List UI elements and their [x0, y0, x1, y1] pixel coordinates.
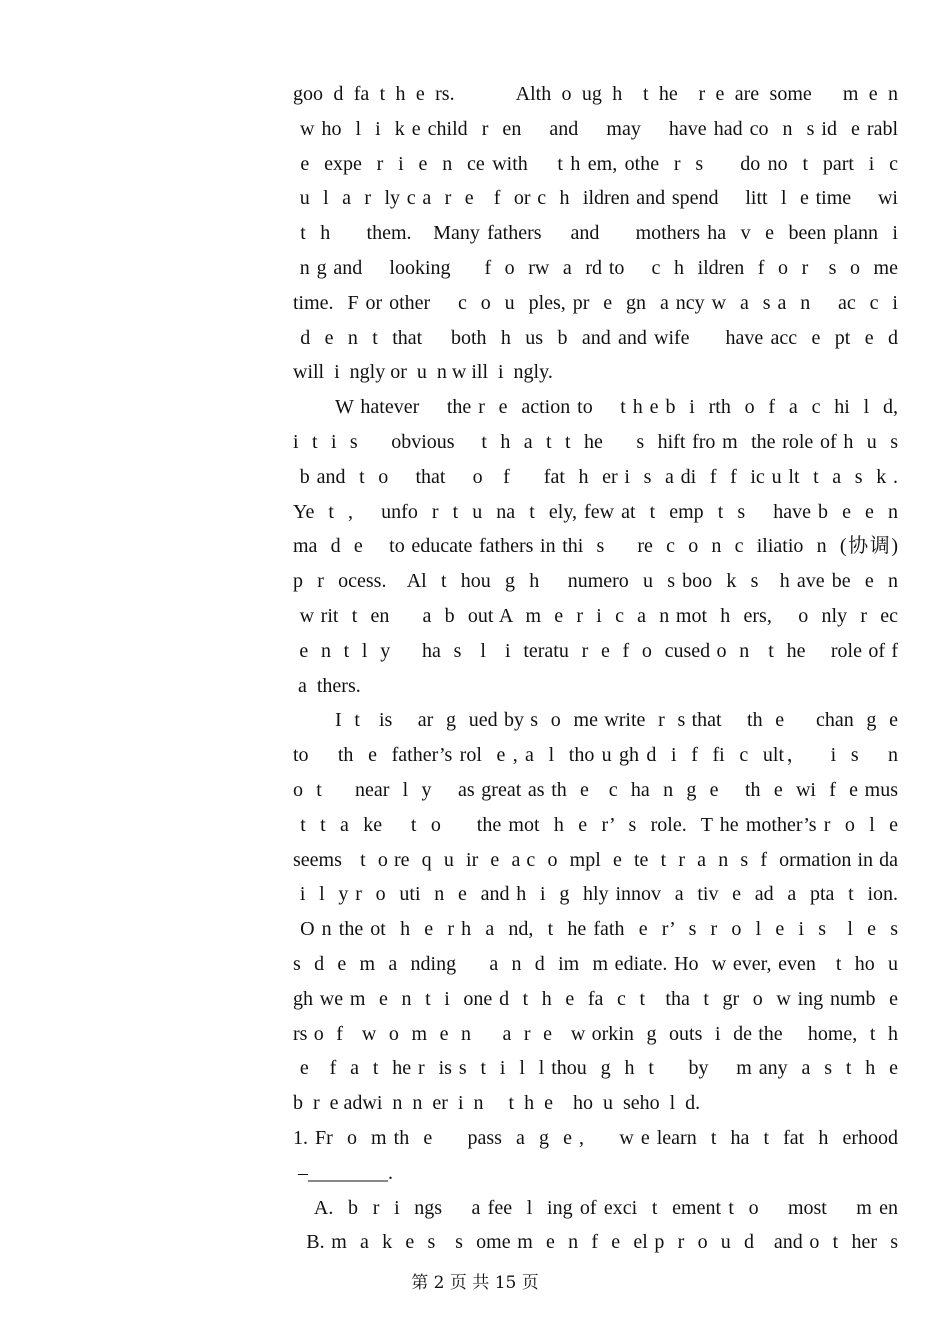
text-line: gh we m e n t i one d t h e fa c t tha t gr o w ing numb e [293, 987, 898, 1010]
text-line: o t near l y as great as th e c ha n g e th e wi f e mus [293, 778, 898, 801]
page-number-footer: 第 2 页 共 15 页 [411, 1273, 539, 1293]
text-line: w ho l i k e child r en and may have had co n s id e rabl [293, 117, 898, 140]
option-b[interactable]: B. m a k e s s ome m e n f e el p r o u d and o t her s [293, 1231, 898, 1254]
paragraph-1 [293, 77, 898, 390]
text-line: O n the ot h e r h a nd, t he fath e r’ s r o l e i s l e s [293, 918, 898, 941]
text-line: e expe r i e n ce with t h em, othe r s do no t part i c [293, 152, 898, 175]
text-line: d e n t that both h us b and and wife have acc e pt e d [293, 326, 898, 349]
text-line: will i ngly or u n w ill i ngly. [293, 361, 553, 384]
text-line: i t i s obvious t h a t t he s hift fro m the role of h u s [293, 430, 898, 453]
text-line: rs o f w o m e n a r e w orkin g outs i de the home, t h [293, 1022, 898, 1045]
text-line: i l y r o uti n e and h i g hly innov a tiv e ad a pta t ion. [293, 883, 898, 906]
passage-text [293, 77, 898, 1260]
text-line: t h them. Many fathers and mothers ha v e been plann i [293, 222, 898, 245]
paragraph-3 [293, 703, 898, 1121]
text-line: ma d e to educate fathers in thi s re c o n c iliatio n (协调) [293, 535, 898, 558]
paragraph-2 [293, 390, 898, 703]
text-line: I t is ar g ued by s o me write r s that th e chan g e [335, 709, 898, 732]
text-line: a thers. [293, 674, 361, 697]
text-line: e n t l y ha s l i teratu r e f o cused o n t he role of f [293, 639, 898, 662]
question-stem: 1. Fr o m th e pass a g e , w e learn t ha t fat h erhood [293, 1126, 898, 1149]
text-line: w rit t en a b out A m e r i c a n mot h ers, o nly r ec [293, 604, 898, 627]
question-1 [293, 1121, 898, 1260]
text-line: time. F or other c o u ples, pr e gn a ncy w a s a n ac c i [293, 291, 898, 314]
text-line: e f a t he r is s t i l l thou g h t by m any a s t h e [293, 1057, 898, 1080]
text-line: goo d fa t h e rs. Alth o ug h t he r e are some m e n [293, 83, 898, 105]
text-line: b and t o that o f fat h er i s a di f f ic u lt t a s k . [293, 465, 898, 488]
text-line: s d e m a nding a n d im m ediate. Ho w ever, even t ho u [293, 952, 898, 975]
text-line: Ye t , unfo r t u na t ely, few at t emp t s have b e e n [293, 500, 898, 523]
text-line: t t a ke t o the mot h e r’ s role. T he mother’s r o l e [293, 813, 898, 836]
text-line: seems t o re q u ir e a c o mpl e te t r a n s f ormation in da [293, 848, 898, 871]
text-line: n g and looking f o rw a rd to c h ildren f o r s o me [293, 256, 898, 279]
question-blank: –________. [293, 1161, 393, 1184]
option-a[interactable]: A. b r i ngs a fee l ing of exci t ement t o most m en [293, 1196, 898, 1219]
text-line: W hatever the r e action to t h e b i rth o f a c hi l d, [335, 396, 898, 419]
text-line: u l a r ly c a r e f or c h ildren and spend litt l e time wi [293, 187, 898, 210]
text-line: to th e father’s rol e , a l tho u gh d i f fi c ult， i s n [293, 744, 898, 767]
text-line: b r e adwi n n er i n t h e ho u seho l d. [293, 1092, 701, 1115]
text-line: p r ocess. Al t hou g h numero u s boo k s h ave be e n [293, 570, 898, 593]
